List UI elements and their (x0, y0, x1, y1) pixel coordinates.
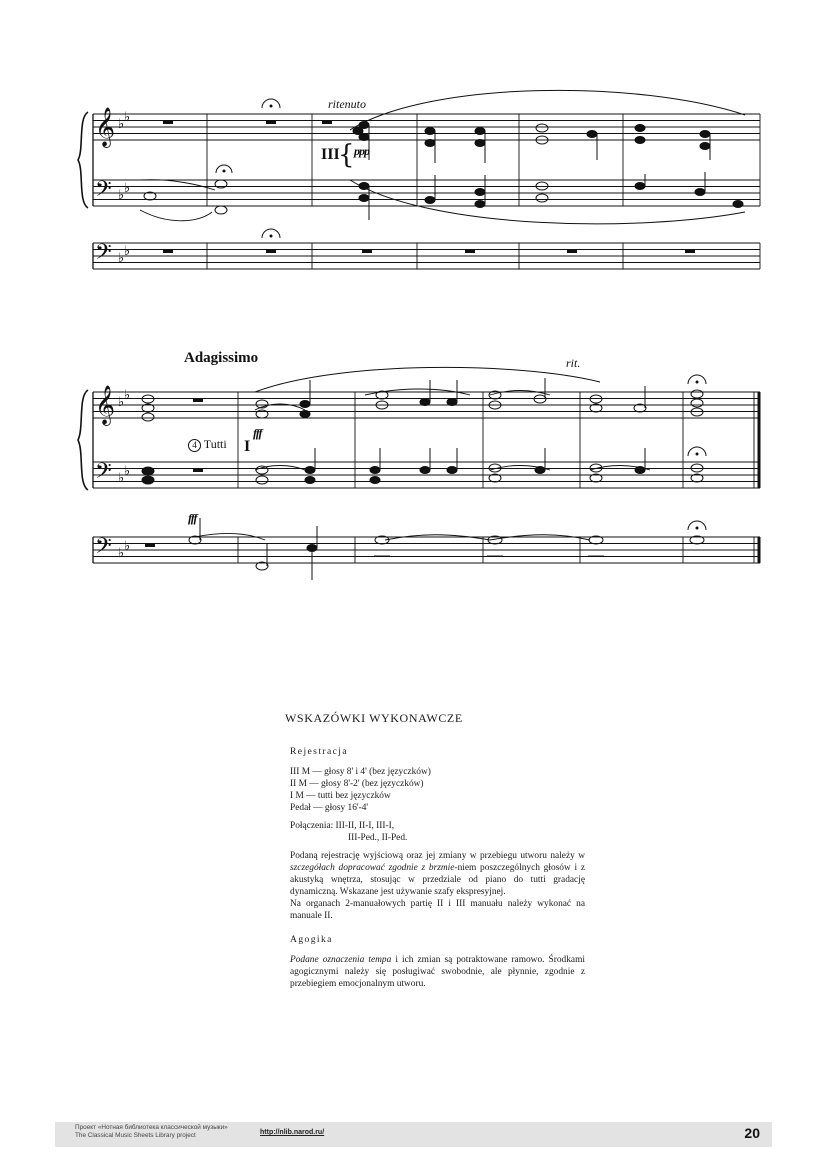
paragraph-3-italic: Podane oznaczenia tempa (290, 955, 392, 965)
paragraph-1-text-end: niem poszczególnych głosów i z akustyką wnętrza, stosując w przedziale od piano do tutti gradację dynamiczną. Wskazane jest używanie szafy ekspresyjnej. (290, 863, 585, 897)
tutti-label: Tutti (203, 437, 227, 451)
svg-text:𝄢: 𝄢 (95, 240, 112, 270)
ritenuto-marking: ritenuto (328, 97, 366, 111)
svg-text:♭: ♭ (124, 539, 131, 554)
svg-text:♭: ♭ (124, 181, 131, 196)
registration-number: 4 (188, 439, 201, 452)
manual-brace: { (338, 140, 355, 170)
dynamic-ppp: ppp (354, 144, 369, 158)
agogics-heading: Agogika (290, 934, 333, 945)
svg-text:♭: ♭ (118, 117, 125, 132)
svg-text:𝄢: 𝄢 (95, 459, 112, 489)
svg-text:♭: ♭ (124, 244, 131, 259)
paragraph-1-text: Podaną rejestrację wyjściową oraz jej zmiany w przebiegu utworu należy w (290, 851, 585, 861)
registration-list (290, 766, 585, 814)
svg-text:♭: ♭ (124, 388, 131, 403)
performance-notes (285, 712, 585, 990)
registration-tutti (188, 437, 227, 452)
registration-line: Pedał — głosy 16'-4' (290, 803, 369, 813)
paragraph-registration (290, 850, 585, 898)
page-number: 20 (744, 1125, 760, 1141)
dynamic-fff-pedal: fff (188, 511, 197, 525)
adagissimo-tempo: Adagissimo (184, 350, 259, 366)
connections-line-1: Połączenia: III-II, II-I, III-I, (290, 821, 395, 831)
paragraph-two-manual: Na organach 2-manuałowych partię II i III manuału należy wykonać na manuale II. (290, 899, 585, 921)
paragraph-3-text: i ich zmian są potraktowane ramowo. Środkami agogicznymi należy się posługiwać swobodnie, ale płynnie, zgodnie z przebiegiem emocjonalnym utworu. (290, 955, 585, 989)
system-1-staves (78, 90, 760, 269)
notes-heading: WSKAZÓWKI WYKONAWCZE (285, 711, 463, 725)
manual-label-iii: III (321, 146, 340, 163)
paragraph-agogics (290, 954, 585, 990)
svg-text:𝄢: 𝄢 (95, 534, 112, 564)
svg-text:♭: ♭ (124, 110, 131, 125)
footer-bar (55, 1122, 772, 1147)
dynamic-fff-manual: fff (253, 426, 262, 440)
svg-text:♭: ♭ (118, 471, 125, 486)
manual-label-i: I (244, 438, 251, 455)
paragraph-1-italic: szczegółach dopracować zgodnie z brzmie- (290, 863, 458, 873)
footer-line-en: The Classical Music Sheets Library project (75, 1132, 196, 1139)
registration-line: III M — głosy 8' i 4' (bez języczków) (290, 767, 431, 777)
registration-line: I M — tutti bez języczków (290, 791, 391, 801)
svg-text:♭: ♭ (118, 395, 125, 410)
svg-text:♭: ♭ (118, 251, 125, 266)
footer-project (75, 1124, 228, 1140)
footer-line-ru: Проект «Нотная библиотека классической музыки» (75, 1124, 228, 1131)
system-2-staves (78, 367, 760, 563)
registration-line: II M — głosy 8'-2' (bez języczków) (290, 779, 424, 789)
svg-text:𝄞: 𝄞 (95, 107, 116, 147)
connections-line-2: III-Ped., II-Ped. (348, 833, 408, 843)
rit-marking: rit. (566, 356, 581, 370)
svg-text:𝄞: 𝄞 (95, 385, 116, 425)
svg-text:♭: ♭ (118, 188, 125, 203)
registration-heading: Rejestracja (290, 746, 349, 757)
svg-text:♭: ♭ (124, 464, 131, 479)
svg-text:♭: ♭ (118, 546, 125, 561)
footer-url-link[interactable]: http://nlib.narod.ru/ (260, 1129, 325, 1136)
svg-text:𝄢: 𝄢 (95, 177, 112, 207)
